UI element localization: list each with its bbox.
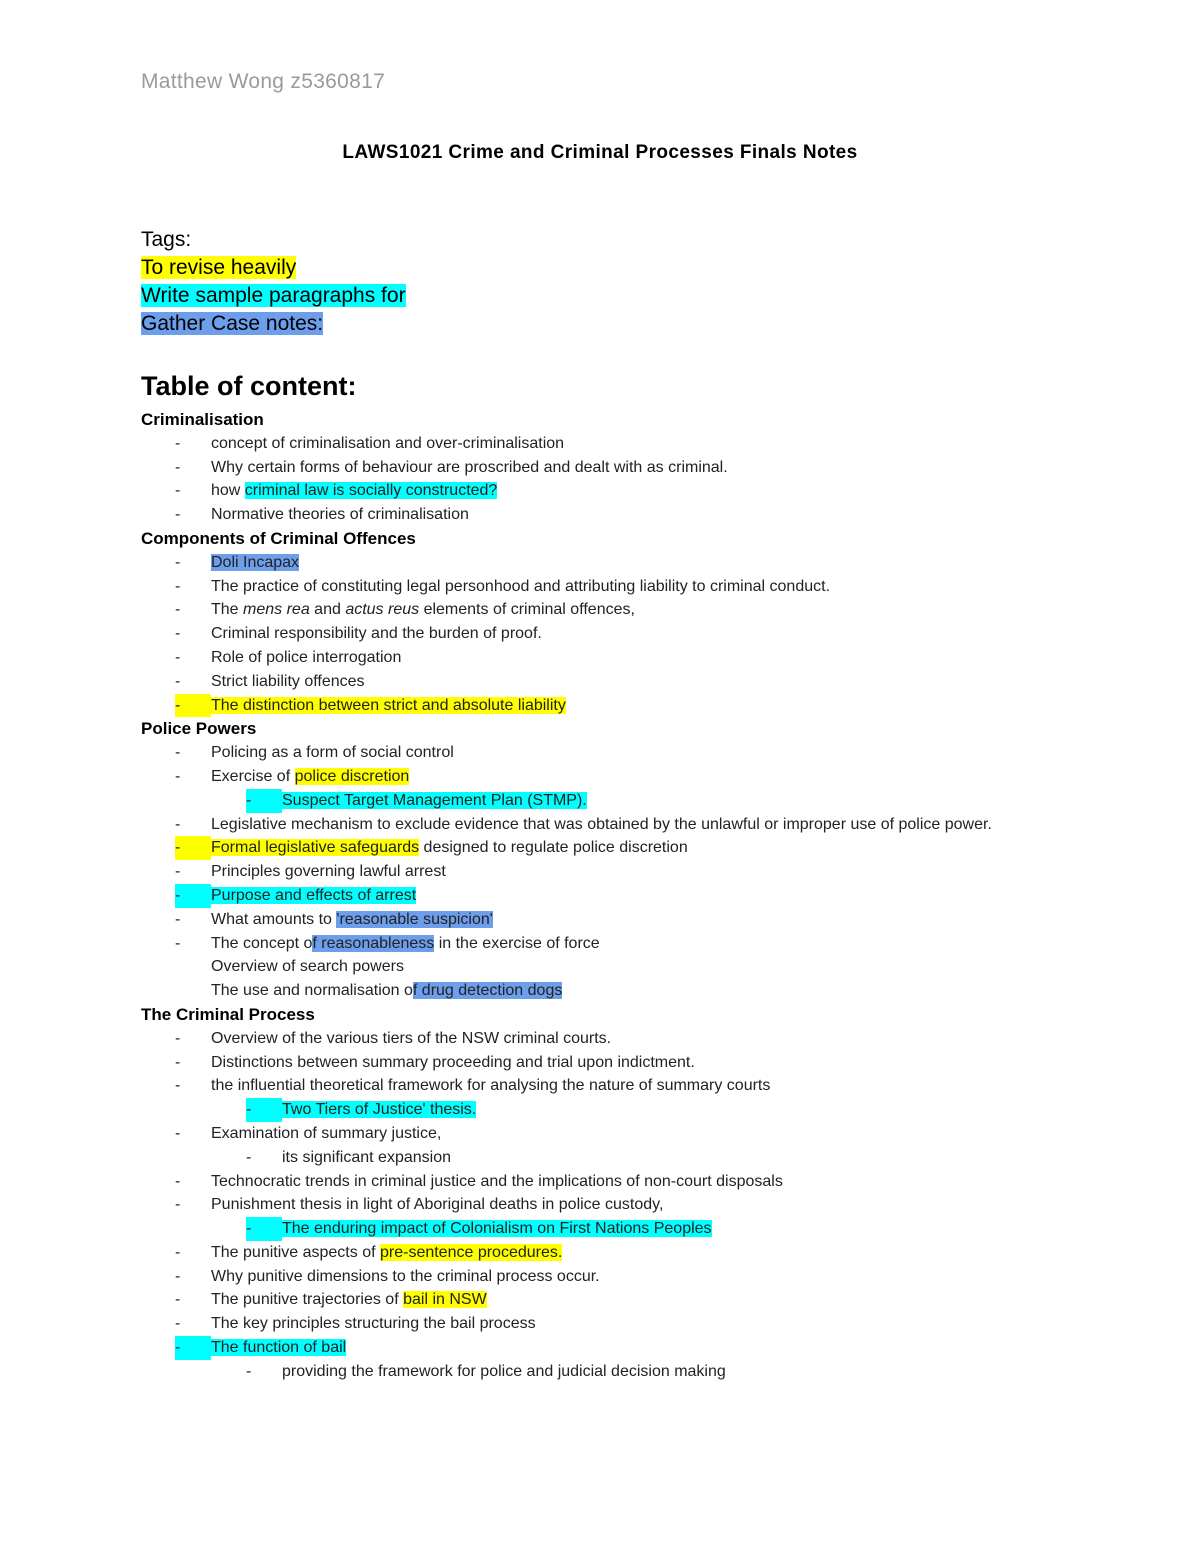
text-run: The concept o — [211, 934, 313, 952]
tag-item — [141, 310, 406, 338]
bullet-dash: - — [175, 1315, 181, 1333]
text-run: elements of criminal offences, — [419, 601, 635, 619]
list-item — [141, 575, 1141, 599]
list-item — [141, 1265, 1141, 1289]
tags-label: Tags: — [141, 228, 192, 251]
highlighted-text: The function of bail — [211, 1339, 347, 1357]
bullet-dash: - — [175, 648, 181, 666]
bullet-dash: - — [175, 1243, 181, 1261]
list-item-text — [141, 1170, 1031, 1194]
table-of-contents — [141, 368, 1141, 1384]
tag-item — [141, 282, 406, 310]
text-run: and — [309, 601, 346, 619]
text-run: Policing as a form of social control — [211, 744, 454, 762]
list-item-text — [141, 1241, 1031, 1265]
text-run: Role of police interrogation — [211, 648, 402, 666]
list-item-text — [141, 1098, 1102, 1122]
bullet-dash: - — [175, 434, 181, 452]
list-item — [141, 836, 1141, 860]
list-item-text — [141, 598, 1031, 622]
list-item — [141, 1170, 1141, 1194]
list-item-text — [141, 1193, 1031, 1217]
text-run: Exercise of — [211, 767, 295, 785]
bullet-dash: - — [175, 934, 181, 952]
highlighted-text: f reasonableness — [312, 934, 435, 952]
bullet-dash: - — [175, 1336, 211, 1360]
bullet-dash: - — [246, 1362, 252, 1380]
list-item-text — [141, 1217, 1102, 1241]
bullet-dash: - — [175, 601, 181, 619]
bullet-dash: - — [175, 767, 181, 785]
bullet-dash: - — [175, 910, 181, 928]
list-item-text — [141, 622, 1031, 646]
list-item-text — [141, 503, 1031, 527]
list-item — [141, 551, 1141, 575]
list-item-text — [141, 1146, 1102, 1170]
document-title: LAWS1021 Crime and Criminal Processes Finals Notes — [342, 142, 858, 163]
bullet-dash: - — [246, 1098, 282, 1122]
bullet-dash: - — [175, 458, 181, 476]
list-item-text — [141, 670, 1031, 694]
list-item — [141, 860, 1141, 884]
list-item — [141, 1146, 1141, 1170]
text-run: The punitive trajectories of — [211, 1291, 404, 1309]
list-item-text — [141, 932, 1031, 956]
list-item-text — [141, 1051, 1031, 1075]
bullet-dash: - — [175, 815, 181, 833]
list-item-text — [141, 1288, 1031, 1312]
list-item-text — [141, 1360, 1102, 1384]
list-item — [141, 932, 1141, 956]
list-item — [141, 1288, 1141, 1312]
bullet-dash: - — [175, 625, 181, 643]
text-run: The practice of constituting legal personhood and attributing liability to criminal conduct. — [211, 577, 831, 595]
text-run: concept of criminalisation and over-criminalisation — [211, 434, 565, 452]
list-item-text — [141, 1122, 1031, 1146]
bullet-dash: - — [175, 1172, 181, 1190]
list-item — [141, 741, 1141, 765]
highlighted-text: 'reasonable suspicion' — [336, 910, 493, 928]
list-item-text — [141, 979, 1031, 1003]
list-item-text — [141, 1027, 1031, 1051]
list-item — [141, 622, 1141, 646]
bullet-dash: - — [175, 506, 181, 524]
highlighted-text: bail in NSW — [403, 1291, 487, 1309]
section-title: Components of Criminal Offences — [141, 528, 416, 548]
text-run: designed to regulate police discretion — [419, 839, 688, 857]
tag-case-notes: Gather Case notes: — [141, 312, 324, 335]
text-run: Why certain forms of behaviour are proscribed and dealt with as criminal. — [211, 458, 728, 476]
author-header: Matthew Wong z5360817 — [141, 70, 386, 93]
bullet-dash: - — [175, 1267, 181, 1285]
toc-title: Table of content: — [141, 371, 357, 401]
list-item-text — [141, 694, 1031, 718]
list-item-text — [141, 1074, 1031, 1098]
list-item — [141, 432, 1141, 456]
bullet-dash: - — [175, 694, 211, 718]
bullet-dash: - — [175, 482, 181, 500]
list-item-text — [141, 432, 1031, 456]
list-item — [141, 1098, 1141, 1122]
list-item-text — [141, 884, 1031, 908]
list-item — [141, 1027, 1141, 1051]
list-item — [141, 646, 1141, 670]
highlighted-text: The enduring impact of Colonialism on First Nations Peoples — [282, 1220, 712, 1238]
bullet-dash: - — [175, 1196, 181, 1214]
bullet-dash: - — [175, 863, 181, 881]
list-item-text — [141, 646, 1031, 670]
bullet-dash: - — [175, 884, 211, 908]
text-run: Examination of summary justice, — [211, 1124, 442, 1142]
text-run: how — [211, 482, 245, 500]
list-item — [141, 1122, 1141, 1146]
list-item-text — [141, 789, 1102, 813]
text-run: Why punitive dimensions to the criminal process occur. — [211, 1267, 600, 1285]
text-run: providing the framework for police and judicial decision making — [282, 1362, 726, 1380]
highlighted-text: Doli Incapax — [211, 553, 300, 571]
list-item — [141, 1336, 1141, 1360]
list-item — [141, 456, 1141, 480]
list-item-text — [141, 741, 1031, 765]
list-item-text — [141, 860, 1031, 884]
list-item — [141, 1193, 1141, 1217]
highlighted-text: pre-sentence procedures. — [379, 1243, 563, 1261]
bullet-dash: - — [175, 553, 181, 571]
bullet-dash: - — [175, 1029, 181, 1047]
text-run: Strict liability offences — [211, 672, 365, 690]
tags-block — [141, 226, 406, 338]
tag-item — [141, 254, 406, 282]
list-item — [141, 955, 1141, 979]
text-run: Punishment thesis in light of Aboriginal deaths in police custody, — [211, 1196, 664, 1214]
section-title: Criminalisation — [141, 410, 264, 429]
list-item — [141, 789, 1141, 813]
list-item — [141, 1051, 1141, 1075]
text-run: Distinctions between summary proceeding and trial upon indictment. — [211, 1053, 695, 1071]
text-run: mens rea — [243, 601, 310, 619]
highlighted-text: police discretion — [294, 767, 410, 785]
text-run: its significant expansion — [282, 1148, 451, 1166]
list-item-text — [141, 836, 1031, 860]
list-item — [141, 598, 1141, 622]
list-item — [141, 765, 1141, 789]
text-run: The use and normalisation o — [211, 982, 413, 1000]
text-run: Legislative mechanism to exclude evidence that was obtained by the unlawful or improper use of police power. — [211, 815, 992, 833]
list-item — [141, 813, 1141, 837]
highlighted-text: The distinction between strict and absolute liability — [211, 696, 566, 714]
text-run: The punitive aspects of — [211, 1243, 380, 1261]
list-item — [141, 1360, 1141, 1384]
text-run: in the exercise of force — [434, 934, 600, 952]
list-item-text — [141, 551, 1031, 575]
text-run: The — [211, 601, 244, 619]
section-title: Police Powers — [141, 719, 257, 739]
bullet-dash: - — [175, 577, 181, 595]
list-item — [141, 1241, 1141, 1265]
list-item — [141, 694, 1141, 718]
toc-body — [141, 408, 1141, 1384]
list-item — [141, 1074, 1141, 1098]
list-item — [141, 884, 1141, 908]
bullet-dash: - — [175, 1124, 181, 1142]
highlighted-text: Formal legislative safeguards — [211, 839, 420, 857]
text-run: Overview of the various tiers of the NSW criminal courts. — [211, 1029, 612, 1047]
text-run: What amounts to — [211, 910, 337, 928]
highlighted-text: Suspect Target Management Plan (STMP). — [282, 791, 587, 809]
tag-revise: To revise heavily — [141, 256, 297, 279]
list-item — [141, 979, 1141, 1003]
text-run: actus reus — [345, 601, 420, 619]
list-item-text — [141, 1265, 1031, 1289]
bullet-dash: - — [175, 1053, 181, 1071]
text-run: the influential theoretical framework for analysing the nature of summary courts — [211, 1077, 771, 1095]
list-item-text — [141, 479, 1031, 503]
list-item-text — [141, 813, 1031, 837]
list-item-text — [141, 908, 1031, 932]
list-item-text — [141, 575, 1031, 599]
section-title: The Criminal Process — [141, 1004, 315, 1024]
bullet-dash: - — [175, 672, 181, 690]
text-run: Technocratic trends in criminal justice and the implications of non-court disposals — [211, 1172, 783, 1190]
list-item-text — [141, 1312, 1031, 1336]
list-item — [141, 479, 1141, 503]
bullet-dash: - — [246, 1217, 282, 1241]
list-item — [141, 1217, 1141, 1241]
bullet-dash: - — [175, 1291, 181, 1309]
bullet-dash: - — [246, 1148, 252, 1166]
list-item-text — [141, 955, 1031, 979]
highlighted-text: f drug detection dogs — [412, 982, 563, 1000]
list-item-text — [141, 765, 1031, 789]
text-run: Criminal responsibility and the burden of proof. — [211, 625, 542, 643]
bullet-dash: - — [246, 789, 282, 813]
list-item-text — [141, 456, 1031, 480]
highlighted-text: Purpose and effects of arrest — [211, 886, 417, 904]
tag-sample-paragraphs: Write sample paragraphs for — [141, 284, 406, 307]
highlighted-text: Two Tiers of Justice' thesis. — [282, 1101, 477, 1119]
list-item — [141, 503, 1141, 527]
list-item-text — [141, 1336, 1031, 1360]
text-run: The key principles structuring the bail process — [211, 1315, 536, 1333]
list-item — [141, 1312, 1141, 1336]
list-item — [141, 670, 1141, 694]
highlighted-text: criminal law is socially constructed? — [244, 482, 498, 500]
bullet-dash: - — [175, 1077, 181, 1095]
list-item — [141, 908, 1141, 932]
text-run: Overview of search powers — [211, 958, 404, 976]
text-run: Principles governing lawful arrest — [211, 863, 446, 881]
bullet-dash: - — [175, 836, 211, 860]
bullet-dash: - — [175, 744, 181, 762]
text-run: Normative theories of criminalisation — [211, 506, 469, 524]
